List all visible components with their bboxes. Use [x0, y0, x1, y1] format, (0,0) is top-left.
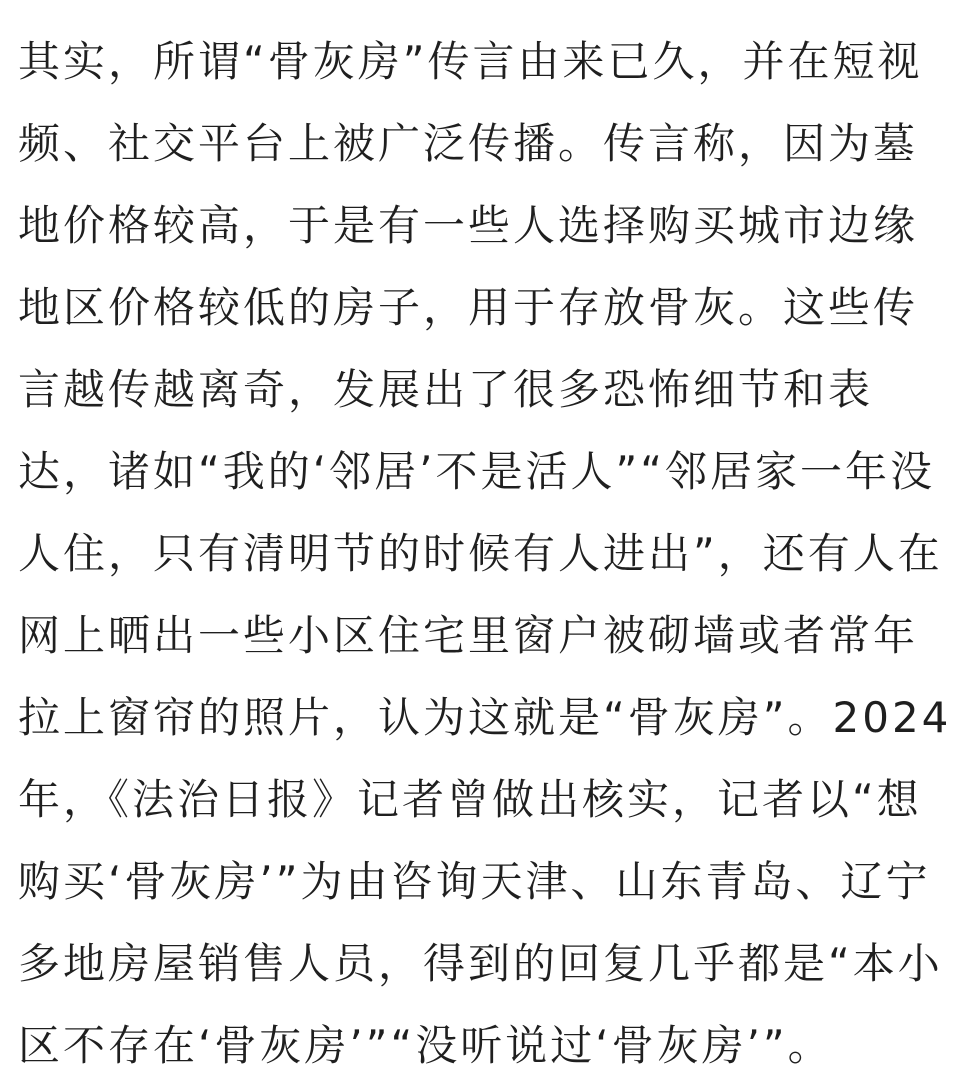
article-line: 频、社交平台上被广泛传播。传言称，因为墓	[18, 119, 919, 168]
article-line: 地区价格较低的房子，用于存放骨灰。这些传	[18, 283, 919, 332]
article-line: 其实，所谓“骨灰房”传言由来已久，并在短视	[18, 37, 923, 86]
article-line: 拉上窗帘的照片，认为这就是“骨灰房”。2024	[18, 693, 952, 742]
article-line: 人住，只有清明节的时候有人进出”，还有人在	[18, 529, 943, 578]
article-line: 地价格较高，于是有一些人选择购买城市边缘	[18, 201, 919, 250]
article-line: 购买‘骨灰房’”为由咨询天津、山东青岛、辽宁	[18, 857, 931, 906]
article-line: 言越传越离奇，发展出了很多恐怖细节和表	[18, 365, 874, 414]
article-line: 达，诸如“我的‘邻居’不是活人”“邻居家一年没	[18, 447, 935, 496]
article-line: 年，《法治日报》记者曾做出核实，记者以“想	[18, 775, 922, 824]
article-line: 区不存在‘骨灰房’”“没听说过‘骨灰房’”。	[18, 1021, 833, 1070]
article-line: 多地房屋销售人员，得到的回复几乎都是“本小	[18, 939, 943, 988]
article-line: 网上晒出一些小区住宅里窗户被砌墙或者常年	[18, 611, 919, 660]
